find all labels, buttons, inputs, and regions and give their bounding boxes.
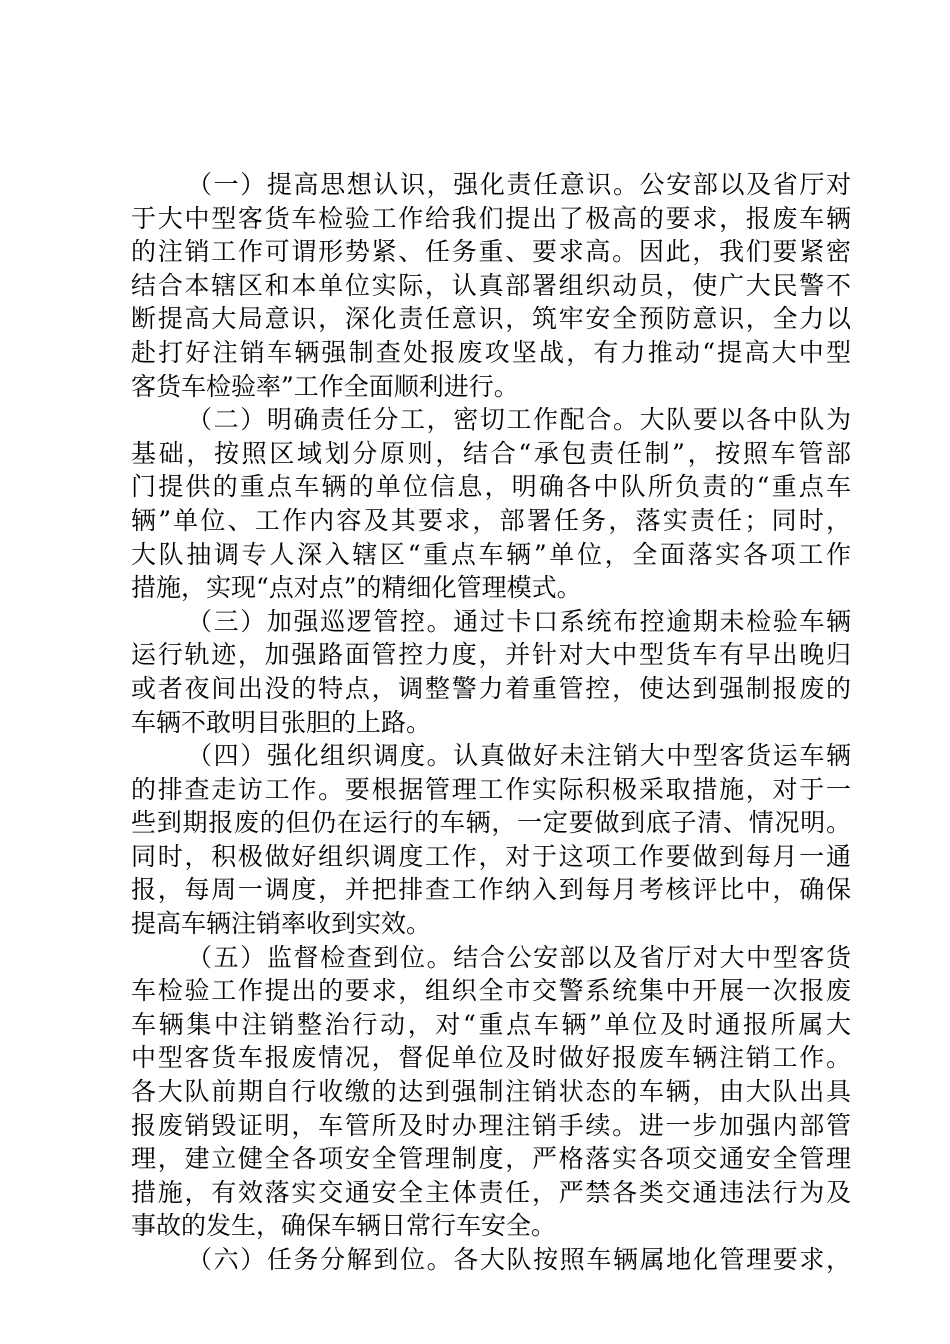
- paragraph-4-line-2: 的排查走访工作。要根据管理工作实际积极采取措施，对于一: [131, 774, 851, 804]
- paragraph-5-line-8: 措施，有效落实交通安全主体责任，严禁各类交通违法行为及: [131, 1177, 851, 1207]
- paragraph-2-line-1: （二）明确责任分工，密切工作配合。大队要以各中队为: [187, 405, 851, 435]
- paragraph-2-line-5: 大队抽调专人深入辖区“重点车辆”单位，全面落实各项工作: [131, 539, 851, 569]
- paragraph-1-line-6: 赴打好注销车辆强制查处报废攻坚战，有力推动“提高大中型: [131, 337, 851, 367]
- paragraph-4-line-4: 同时，积极做好组织调度工作，对于这项工作要做到每月一通: [131, 841, 851, 871]
- paragraph-1-line-3: 的注销工作可谓形势紧、任务重、要求高。因此，我们要紧密: [131, 237, 851, 267]
- paragraph-1-line-4: 结合本辖区和本单位实际，认真部署组织动员，使广大民警不: [131, 270, 851, 300]
- paragraph-1-line-7: 客货车检验率”工作全面顺利进行。: [131, 371, 519, 401]
- paragraph-1-line-5: 断提高大局意识，深化责任意识，筑牢安全预防意识，全力以: [131, 304, 851, 334]
- paragraph-1-line-2: 于大中型客货车检验工作给我们提出了极高的要求，报废车辆: [131, 203, 851, 233]
- paragraph-5-line-1: （五）监督检查到位。结合公安部以及省厅对大中型客货: [187, 942, 851, 972]
- paragraph-2-line-2: 基础，按照区域划分原则，结合“承包责任制”，按照车管部: [131, 438, 851, 468]
- document-body: [131, 168, 851, 1277]
- paragraph-5-line-2: 车检验工作提出的要求，组织全市交警系统集中开展一次报废: [131, 976, 851, 1006]
- paragraph-5-line-4: 中型客货车报废情况，督促单位及时做好报废车辆注销工作。: [131, 1043, 851, 1073]
- paragraph-4-line-5: 报，每周一调度，并把排查工作纳入到每月考核评比中，确保: [131, 875, 851, 905]
- paragraph-3-line-2: 运行轨迹，加强路面管控力度，并针对大中型货车有早出晚归: [131, 640, 851, 670]
- paragraph-6-line-1: （六）任务分解到位。各大队按照车辆属地化管理要求，: [187, 1245, 851, 1274]
- paragraph-2-line-3: 门提供的重点车辆的单位信息，明确各中队所负责的“重点车: [131, 472, 851, 502]
- paragraph-4-line-6: 提高车辆注销率收到实效。: [131, 909, 432, 939]
- paragraph-5-line-6: 报废销毁证明，车管所及时办理注销手续。进一步加强内部管: [131, 1110, 851, 1140]
- paragraph-5-line-5: 各大队前期自行收缴的达到强制注销状态的车辆，由大队出具: [131, 1077, 851, 1107]
- paragraph-3-line-1: （三）加强巡逻管控。通过卡口系统布控逾期未检验车辆: [187, 606, 851, 636]
- paragraph-5-line-9: 事故的发生，确保车辆日常行车安全。: [131, 1211, 557, 1241]
- paragraph-2-line-4: 辆”单位、工作内容及其要求，部署任务，落实责任；同时，: [131, 505, 851, 535]
- paragraph-5-line-3: 车辆集中注销整治行动，对“重点车辆”单位及时通报所属大: [131, 1009, 851, 1039]
- paragraph-5-line-7: 理，建立健全各项安全管理制度，严格落实各项交通安全管理: [131, 1144, 851, 1174]
- paragraph-3-line-4: 车辆不敢明目张胆的上路。: [131, 707, 432, 737]
- paragraph-1-line-1: （一）提高思想认识，强化责任意识。公安部以及省厅对: [187, 170, 851, 199]
- paragraph-4-line-1: （四）强化组织调度。认真做好未注销大中型客货运车辆: [187, 741, 851, 771]
- paragraph-3-line-3: 或者夜间出没的特点，调整警力着重管控，使达到强制报废的: [131, 673, 851, 703]
- paragraph-2-line-6: 措施，实现“点对点”的精细化管理模式。: [131, 573, 582, 603]
- paragraph-4-line-3: 些到期报废的但仍在运行的车辆，一定要做到底子清、情况明。: [131, 808, 851, 838]
